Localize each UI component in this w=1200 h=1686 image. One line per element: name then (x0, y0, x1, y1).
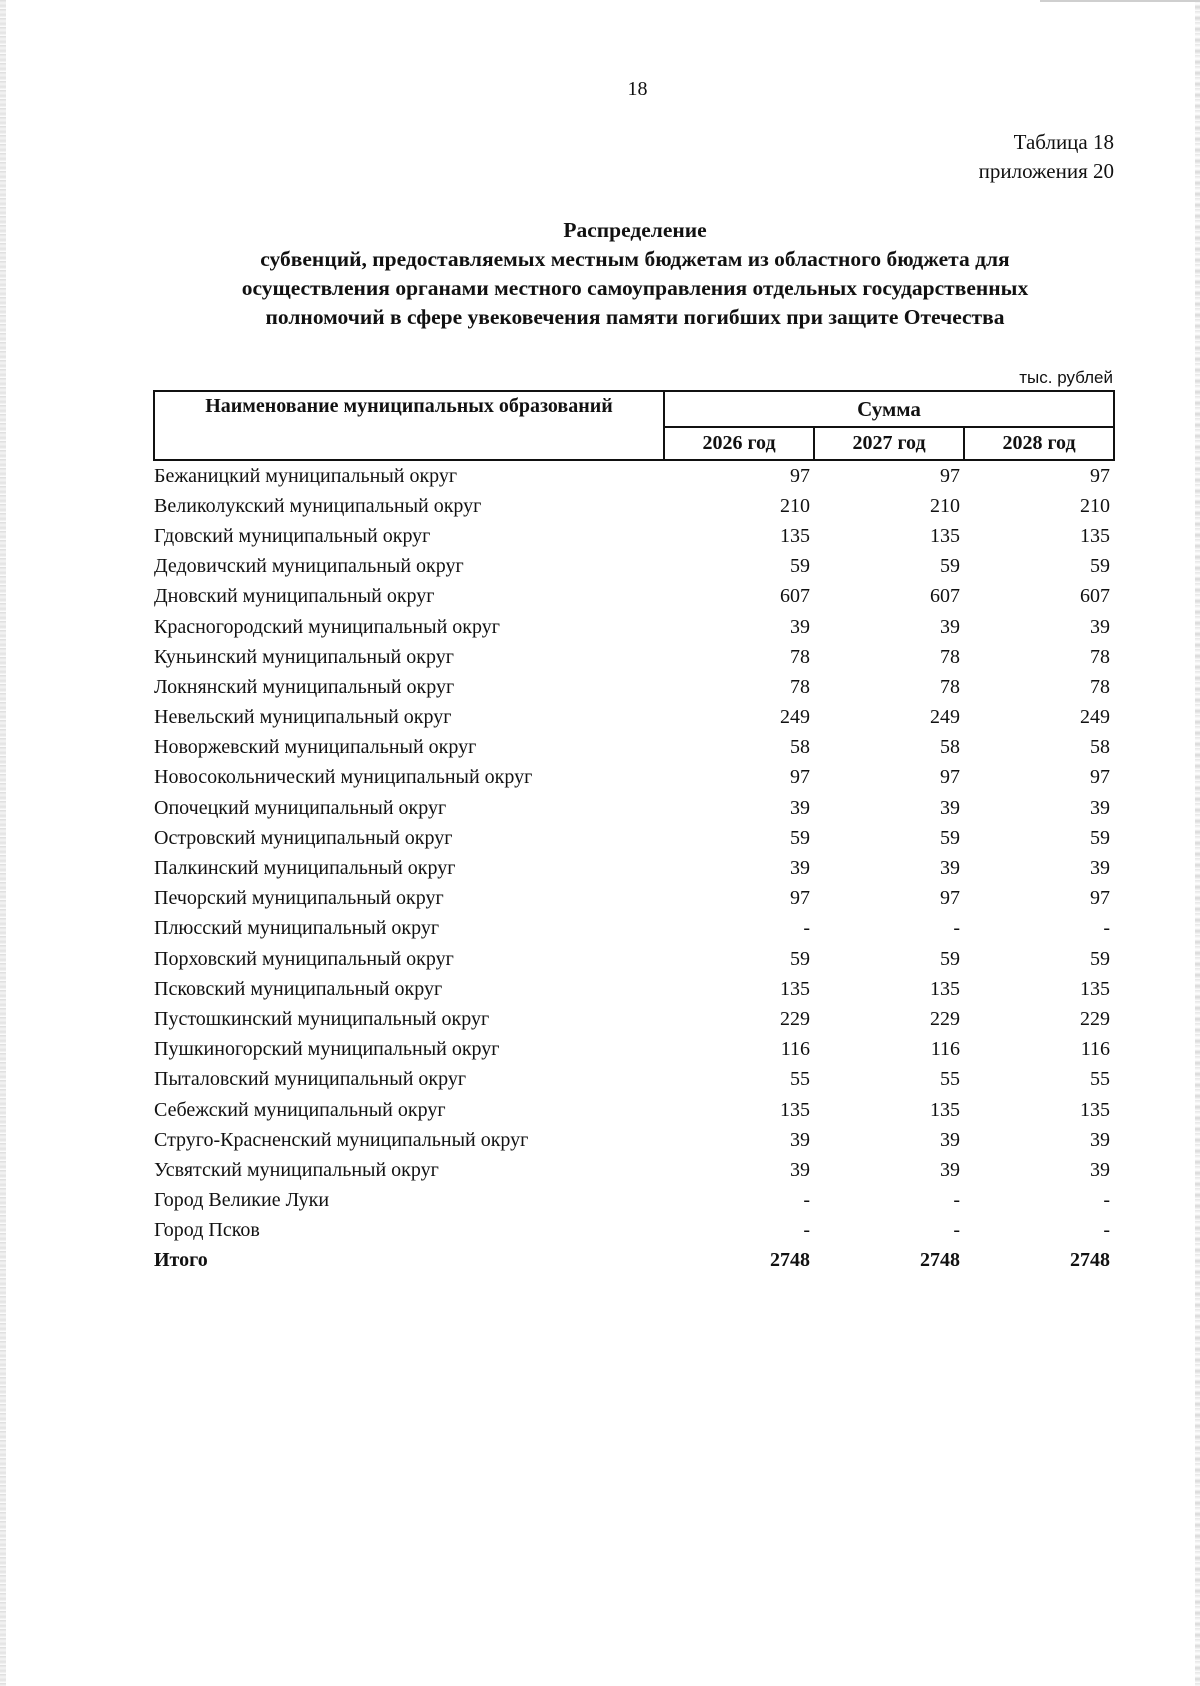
value-2028: 229 (1080, 1007, 1111, 1030)
value-2026: 59 (790, 947, 810, 970)
table-row (154, 914, 1114, 944)
header-year-2027: 2027 год (814, 427, 964, 460)
total-row (154, 1246, 1114, 1276)
value-2027: 135 (930, 524, 960, 547)
value-2026: 78 (790, 675, 810, 698)
title-line1: Распределение (563, 218, 707, 242)
value-2027: 210 (930, 494, 960, 517)
value-2028: 210 (1080, 494, 1111, 517)
value-2027: 229 (930, 1007, 960, 1030)
units-label: тыс. рублей (1019, 368, 1113, 387)
value-2027: 78 (940, 645, 960, 668)
value-2026: 39 (790, 796, 810, 819)
value-2026: - (803, 1189, 810, 1212)
value-2026: 55 (790, 1068, 810, 1091)
table-row (154, 1155, 1114, 1185)
table-row (154, 853, 1114, 883)
table-row (154, 1004, 1114, 1034)
municipality-name: Пыталовский муниципальный округ (154, 1068, 467, 1091)
header-year-2026: 2026 год (664, 427, 814, 460)
value-2026: 97 (790, 464, 810, 487)
value-2027: 39 (940, 1158, 960, 1181)
scan-edge-right (1195, 0, 1200, 1686)
value-2026: 39 (790, 1128, 810, 1151)
value-2028: 39 (1090, 1158, 1111, 1181)
municipality-name: Псковский муниципальный округ (154, 977, 443, 1000)
value-2027: 39 (940, 796, 960, 819)
value-2027: 55 (940, 1068, 960, 1091)
value-2026: 135 (780, 524, 810, 547)
municipality-name: Красногородский муниципальный округ (154, 615, 500, 638)
value-2027: 39 (940, 615, 960, 638)
table-row (154, 491, 1114, 521)
value-2026: - (803, 917, 810, 940)
header-municipality: Наименование муниципальных образований (154, 391, 664, 460)
value-2026: 97 (790, 887, 810, 910)
municipality-name: Город Псков (154, 1219, 260, 1242)
value-2026: 59 (790, 555, 810, 578)
table-row (154, 521, 1114, 551)
value-2028: 97 (1090, 887, 1111, 910)
municipality-name: Усвятский муниципальный округ (154, 1158, 439, 1181)
municipality-name: Порховский муниципальный округ (154, 947, 454, 970)
total-2026: 2748 (770, 1249, 810, 1272)
value-2028: 78 (1090, 675, 1111, 698)
title-line3: осуществления органами местного самоуправления отдельных государственных (241, 276, 1029, 300)
value-2027: 97 (940, 464, 960, 487)
value-2026: 249 (780, 706, 810, 729)
value-2026: 116 (780, 1038, 810, 1061)
municipality-name: Пушкиногорский муниципальный округ (154, 1038, 500, 1061)
value-2026: 97 (790, 766, 810, 789)
table-reference (979, 128, 1114, 186)
value-2028: 78 (1090, 645, 1111, 668)
municipality-name: Себежский муниципальный округ (154, 1098, 446, 1121)
value-2027: 97 (940, 887, 960, 910)
value-2027: 59 (940, 947, 960, 970)
value-2027: 59 (940, 826, 960, 849)
value-2026: 39 (790, 857, 810, 880)
value-2028: - (1103, 1219, 1111, 1242)
value-2027: 78 (940, 675, 960, 698)
table-header (154, 391, 1114, 460)
value-2028: - (1103, 1189, 1111, 1212)
municipality-name: Невельский муниципальный округ (154, 706, 452, 729)
value-2027: 116 (930, 1038, 960, 1061)
value-2028: 116 (1080, 1038, 1111, 1061)
table-row (154, 642, 1114, 672)
municipality-name: Плюсский муниципальный округ (154, 917, 440, 940)
value-2027: 607 (930, 585, 960, 608)
value-2028: 55 (1090, 1068, 1111, 1091)
value-2026: 58 (790, 736, 810, 759)
value-2028: 59 (1090, 826, 1111, 849)
value-2028: 97 (1090, 464, 1111, 487)
value-2026: 39 (790, 615, 810, 638)
page-number: 18 (627, 78, 648, 100)
value-2027: 59 (940, 555, 960, 578)
value-2026: 59 (790, 826, 810, 849)
value-2026: 135 (780, 977, 810, 1000)
table-row (154, 1186, 1114, 1216)
value-2026: 229 (780, 1007, 810, 1030)
value-2026: - (803, 1219, 810, 1242)
municipality-name: Островский муниципальный округ (154, 826, 453, 849)
municipality-name: Печорский муниципальный округ (154, 887, 444, 910)
total-label: Итого (154, 1249, 208, 1272)
value-2027: - (953, 917, 960, 940)
table-row (154, 974, 1114, 1004)
table-row (154, 1125, 1114, 1155)
scan-edge-top (1040, 0, 1200, 2)
header-sum: Сумма (664, 391, 1114, 427)
value-2028: 59 (1090, 555, 1111, 578)
table-reference-line2: приложения 20 (978, 159, 1114, 183)
value-2027: 97 (940, 766, 960, 789)
municipality-name: Гдовский муниципальный округ (154, 524, 431, 547)
total-2028: 2748 (1070, 1249, 1111, 1272)
value-2026: 39 (790, 1158, 810, 1181)
municipality-name: Локнянский муниципальный округ (154, 675, 455, 698)
table-row (154, 1065, 1114, 1095)
total-2027: 2748 (920, 1249, 960, 1272)
value-2027: 135 (930, 1098, 960, 1121)
table-row (154, 884, 1114, 914)
table-row (154, 944, 1114, 974)
allocation-table (153, 390, 1115, 1276)
municipality-name: Дновский муниципальный округ (154, 585, 435, 608)
table-reference-line1: Таблица 18 (1013, 130, 1114, 154)
municipality-name: Новосокольнический муниципальный округ (154, 766, 533, 789)
municipality-name: Бежаницкий муниципальный округ (154, 464, 458, 487)
table-row (154, 612, 1114, 642)
table-row (154, 1095, 1114, 1125)
value-2027: 135 (930, 977, 960, 1000)
scan-edge-left (0, 0, 6, 1686)
municipality-name: Город Великие Луки (154, 1189, 330, 1212)
table-row (154, 1035, 1114, 1065)
value-2027: 39 (940, 1128, 960, 1151)
value-2028: 97 (1090, 766, 1111, 789)
value-2027: - (953, 1189, 960, 1212)
value-2026: 78 (790, 645, 810, 668)
value-2027: 58 (940, 736, 960, 759)
municipality-name: Куньинский муниципальный округ (154, 645, 454, 668)
table-row (154, 793, 1114, 823)
municipality-name: Дедовичский муниципальный округ (154, 555, 464, 578)
value-2028: 39 (1090, 615, 1111, 638)
table-row (154, 763, 1114, 793)
title-line2: субвенций, предоставляемых местным бюджетам из областного бюджета для (260, 247, 1010, 271)
value-2028: - (1103, 917, 1111, 940)
table-row (154, 823, 1114, 853)
document-title (150, 216, 1120, 332)
municipality-name: Опочецкий муниципальный округ (154, 796, 447, 819)
municipality-name: Новоржевский муниципальный округ (154, 736, 477, 759)
municipality-name: Струго-Красненский муниципальный округ (154, 1128, 529, 1151)
value-2028: 249 (1080, 706, 1111, 729)
table-row (154, 460, 1114, 491)
table-row (154, 552, 1114, 582)
table-body (154, 460, 1114, 1276)
value-2028: 607 (1080, 585, 1111, 608)
value-2028: 39 (1090, 796, 1111, 819)
value-2027: - (953, 1219, 960, 1242)
value-2028: 39 (1090, 857, 1111, 880)
value-2026: 135 (780, 1098, 810, 1121)
value-2028: 135 (1080, 1098, 1111, 1121)
value-2027: 249 (930, 706, 960, 729)
header-year-2028: 2028 год (964, 427, 1114, 460)
table-row (154, 1216, 1114, 1246)
municipality-name: Пустошкинский муниципальный округ (154, 1007, 490, 1030)
value-2028: 135 (1080, 977, 1111, 1000)
value-2026: 607 (780, 585, 810, 608)
value-2028: 39 (1090, 1128, 1111, 1151)
table-row (154, 703, 1114, 733)
title-line4: полномочий в сфере увековечения памяти погибших при защите Отечества (265, 305, 1005, 329)
table-row (154, 582, 1114, 612)
table-row (154, 733, 1114, 763)
value-2028: 59 (1090, 947, 1111, 970)
municipality-name: Палкинский муниципальный округ (154, 857, 456, 880)
value-2028: 58 (1090, 736, 1111, 759)
value-2028: 135 (1080, 524, 1111, 547)
table-row (154, 672, 1114, 702)
value-2026: 210 (780, 494, 810, 517)
value-2027: 39 (940, 857, 960, 880)
municipality-name: Великолукский муниципальный округ (154, 494, 482, 517)
